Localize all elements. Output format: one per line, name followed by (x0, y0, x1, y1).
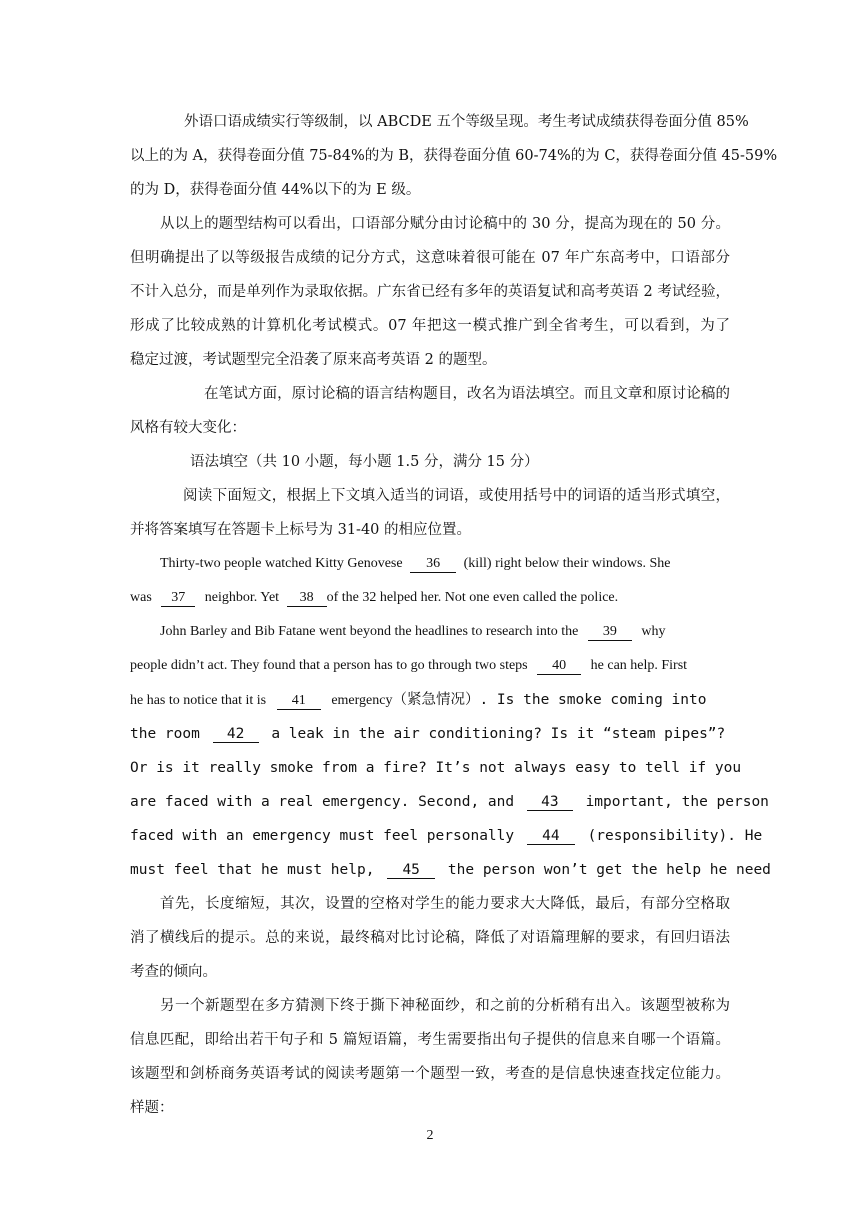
paragraph-line: 但明确提出了以等级报告成绩的记分方式，这意味着很可能在 07 年广东高考中，口语部分 (130, 250, 730, 266)
passage-text: why (641, 624, 666, 639)
passage-text: a leak in the air conditioning? Is it “steam pipes”? (271, 726, 726, 742)
paragraph-line: 该题型和剑桥商务英语考试的阅读考题第一个题型一致，考查的是信息快速查找定位能力。 (130, 1066, 730, 1082)
passage-text: people didn’t act. They found that a person has to go through two steps (130, 658, 528, 673)
passage-line (160, 554, 670, 574)
instruction-line: 并将答案填写在答题卡上标号为 31-40 的相应位置。 (130, 522, 472, 538)
page-number: 2 (426, 1128, 434, 1143)
passage-line (130, 656, 687, 676)
passage-text: he can help. First (590, 658, 688, 673)
passage-text: (responsibility). He (587, 828, 763, 844)
passage-text: emergency (331, 693, 393, 708)
section-title: 语法填空（共 10 小题，每小题 1.5 分，满分 15 分） (190, 454, 539, 470)
passage-line (130, 588, 618, 608)
passage-text: the room (130, 726, 200, 742)
passage-text: Thirty-two people watched Kitty Genovese (160, 556, 403, 571)
paragraph-line: 以上的为 A，获得卷面分值 75-84%的为 B，获得卷面分值 60-74%的为 C，获得卷面分值 45-59% (130, 148, 778, 164)
passage-line (130, 792, 769, 812)
blank-43: 43 (527, 794, 573, 811)
paragraph-line: 不计入总分，而是单列作为录取依据。广东省已经有多年的英语复试和高考英语 2 考试经验， (130, 284, 730, 300)
passage-text: faced with an emergency must feel personally (130, 828, 515, 844)
passage-line (130, 690, 706, 711)
paragraph-line: 信息匹配，即给出若干句子和 5 篇短语篇，考生需要指出句子提供的信息来自哪一个语篇。 (130, 1032, 730, 1048)
blank-36: 36 (410, 556, 456, 573)
paragraph-line: 稳定过渡，考试题型完全沿袭了原来高考英语 2 的题型。 (130, 352, 497, 368)
blank-41: 41 (277, 693, 321, 710)
paragraph-line: 首先，长度缩短，其次，设置的空格对学生的能力要求大大降低，最后，有部分空格取 (160, 896, 730, 912)
passage-text: important, the person (585, 794, 769, 810)
paragraph-line: 从以上的题型结构可以看出，口语部分赋分由讨论稿中的 30 分，提高为现在的 50 分。 (160, 216, 730, 232)
paragraph-line: 形成了比较成熟的计算机化考试模式。07 年把这一模式推广到全省考生，可以看到，为了 (130, 318, 730, 334)
blank-45: 45 (387, 862, 435, 879)
blank-37: 37 (161, 590, 195, 607)
paragraph-line: 消了横线后的提示。总的来说，最终稿对比讨论稿，降低了对语篇理解的要求，有回归语法 (130, 930, 730, 946)
passage-text: of the 32 helped her. Not one even called the police. (326, 590, 619, 605)
blank-44: 44 (527, 828, 575, 845)
paragraph-line: 另一个新题型在多方猜测下终于撕下神秘面纱，和之前的分析稍有出入。该题型被称为 (160, 998, 730, 1014)
passage-text: neighbor. Yet (204, 590, 280, 605)
paragraph-line: 外语口语成绩实行等级制，以 ABCDE 五个等级呈现。考生考试成绩获得卷面分值 85% (184, 114, 749, 130)
passage-line (130, 826, 762, 846)
paragraph-line: 考查的倾向。 (130, 964, 217, 980)
passage-line (130, 860, 771, 880)
paragraph-line: 的为 D，获得卷面分值 44%以下的为 E 级。 (130, 182, 421, 198)
passage-line: Or is it really smoke from a fire? It’s not always easy to tell if you (130, 760, 742, 776)
instruction-line: 阅读下面短文，根据上下文填入适当的词语，或使用括号中的词语的适当形式填空， (183, 488, 730, 504)
blank-39: 39 (588, 624, 632, 641)
passage-text: he has to notice that it is (130, 693, 267, 708)
passage-line (130, 724, 725, 744)
passage-text: was (130, 590, 152, 605)
blank-40: 40 (537, 658, 581, 675)
passage-text: （紧急情况）. Is the smoke coming into (392, 692, 707, 708)
passage-text: must feel that he must help, (130, 862, 375, 878)
paragraph-line: 风格有较大变化： (130, 420, 246, 436)
passage-text: are faced with a real emergency. Second, and (130, 794, 515, 810)
blank-38: 38 (287, 590, 327, 607)
passage-text: John Barley and Bib Fatane went beyond the headlines to research into the (160, 624, 579, 639)
passage-text: the person won’t get the help he need (447, 862, 771, 878)
blank-42: 42 (213, 726, 259, 743)
passage-text: (kill) right below their windows. She (463, 556, 671, 571)
paragraph-line: 样题： (130, 1100, 174, 1116)
paragraph-line: 在笔试方面，原讨论稿的语言结构题目，改名为语法填空。而且文章和原讨论稿的 (204, 386, 730, 402)
passage-line (160, 622, 665, 642)
